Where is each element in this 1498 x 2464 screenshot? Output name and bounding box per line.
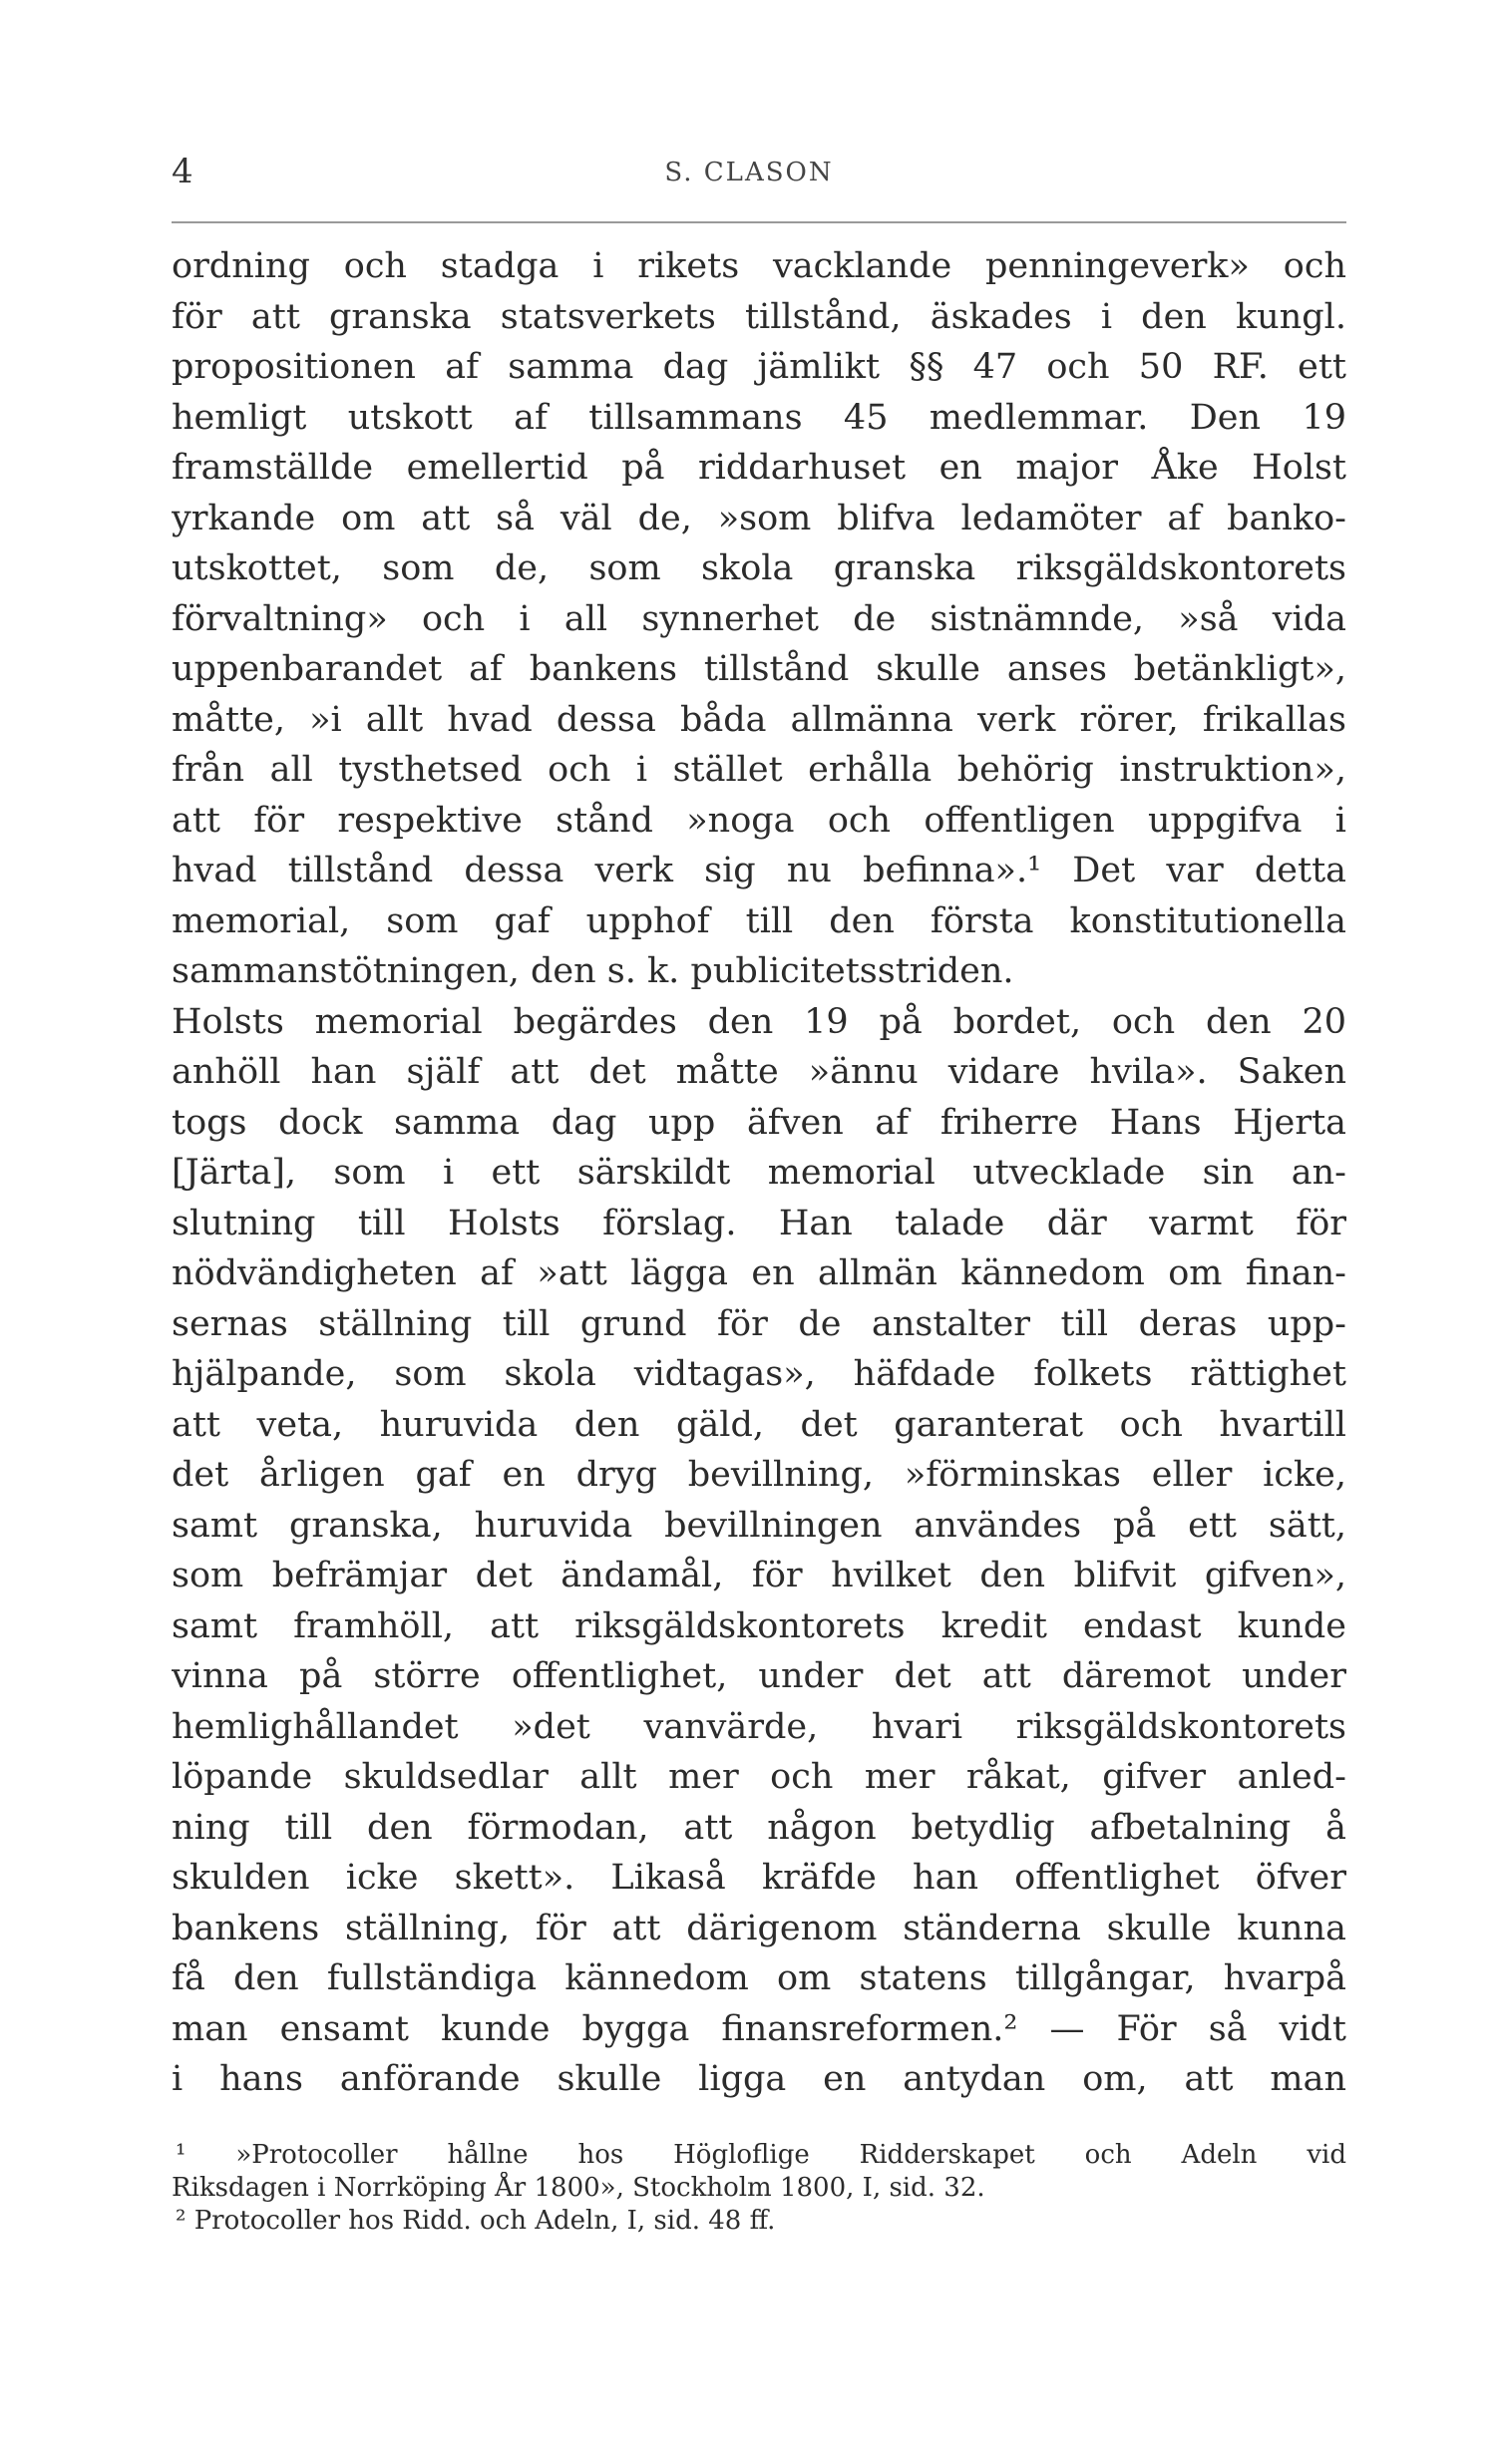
text-line: ning till den förmodan, att någon betydlig afbetalning å: [172, 1807, 1346, 1848]
text-line: hemlighållandet »det vanvärde, hvari riksgäldskontorets: [172, 1706, 1346, 1747]
text-line: att för respektive stånd »noga och offentligen uppgifva i: [172, 800, 1346, 841]
text-line: som befrämjar det ändamål, för hvilket den blifvit gifven»,: [172, 1556, 1346, 1595]
text-line: samt granska, huruvida bevillningen användes på ett sätt,: [172, 1505, 1346, 1546]
body-text: [172, 241, 1346, 2105]
text-line: måtte, »i allt hvad dessa båda allmänna verk rörer, frikallas: [172, 699, 1346, 740]
text-line: sammanstötningen, den s. k. publicitetsstriden.: [172, 951, 1014, 991]
running-head: S. CLASON: [664, 158, 834, 187]
text-line: yrkande om att så väl de, »som blifva ledamöter af banko-: [172, 498, 1346, 538]
footnote-line: ¹ »Protocoller hållne hos Högloflige Ridderskapet och Adeln vid: [176, 2140, 1346, 2170]
text-line: det årligen gaf en dryg bevillning, »förminskas eller icke,: [172, 1455, 1346, 1495]
footnote-line: ² Protocoller hos Ridd. och Adeln, I, sid. 48 ff.: [176, 2206, 776, 2236]
text-line: nödvändigheten af »att lägga en allmän kännedom om finan-: [172, 1253, 1346, 1293]
footnotes: [172, 2139, 1346, 2238]
page-number: 4: [172, 152, 193, 191]
text-line: slutning till Holsts förslag. Han talade där varmt för: [172, 1203, 1346, 1243]
header-rule: [172, 221, 1346, 223]
text-line: utskottet, som de, som skola granska riksgäldskontorets: [172, 548, 1346, 588]
text-line: samt framhöll, att riksgäldskontorets kredit endast kunde: [172, 1605, 1346, 1646]
footnote-line: Riksdagen i Norrköping År 1800», Stockholm 1800, I, sid. 32.: [172, 2173, 985, 2203]
text-line: sernas ställning till grund för de anstalter till deras upp-: [172, 1303, 1346, 1344]
text-line: från all tysthetsed och i stället erhålla behörig instruktion»,: [172, 750, 1346, 790]
text-line: man ensamt kunde bygga finansreformen.² — För så vidt: [172, 2008, 1346, 2049]
text-line: hvad tillstånd dessa verk sig nu befinna».¹ Det var detta: [172, 851, 1346, 890]
text-line: propositionen af samma dag jämlikt §§ 47 och 50 RF. ett: [172, 347, 1346, 387]
text-line: löpande skuldsedlar allt mer och mer råkat, gifver anled-: [172, 1757, 1346, 1797]
text-line: hemligt utskott af tillsammans 45 medlemmar. Den 19: [172, 397, 1346, 438]
text-line: bankens ställning, för att därigenom ständerna skulle kunna: [172, 1908, 1346, 1948]
text-line: togs dock samma dag upp äfven af friherre Hans Hjerta: [172, 1102, 1346, 1143]
text-line: för att granska statsverkets tillstånd, äskades i den kungl.: [172, 296, 1346, 337]
text-line: hjälpande, som skola vidtagas», häfdade folkets rättighet: [172, 1354, 1346, 1394]
text-line: skulden icke skett». Likaså kräfde han offentlighet öfver: [172, 1858, 1346, 1898]
text-line: framställde emellertid på riddarhuset en major Åke Holst: [172, 448, 1346, 488]
text-line: att veta, huruvida den gäld, det garanterat och hvartill: [172, 1404, 1346, 1445]
text-line: memorial, som gaf upphof till den första konstitutionella: [172, 900, 1346, 941]
text-line: ordning och stadga i rikets vacklande penningeverk» och: [172, 246, 1346, 286]
text-line: Holsts memorial begärdes den 19 på bordet, och den 20: [172, 1001, 1346, 1042]
text-line: uppenbarandet af bankens tillstånd skulle anses betänkligt»,: [172, 649, 1346, 689]
text-line: vinna på större offentlighet, under det att däremot under: [172, 1656, 1346, 1696]
text-line: få den fullständiga kännedom om statens tillgångar, hvarpå: [172, 1958, 1346, 1998]
text-line: i hans anförande skulle ligga en antydan om, att man: [172, 2059, 1346, 2099]
text-line: [Järta], som i ett särskildt memorial utvecklade sin an-: [172, 1153, 1346, 1193]
text-line: anhöll han själf att det måtte »ännu vidare hvila». Saken: [172, 1052, 1346, 1092]
text-line: förvaltning» och i all synnerhet de sistnämnde, »så vida: [172, 598, 1346, 639]
